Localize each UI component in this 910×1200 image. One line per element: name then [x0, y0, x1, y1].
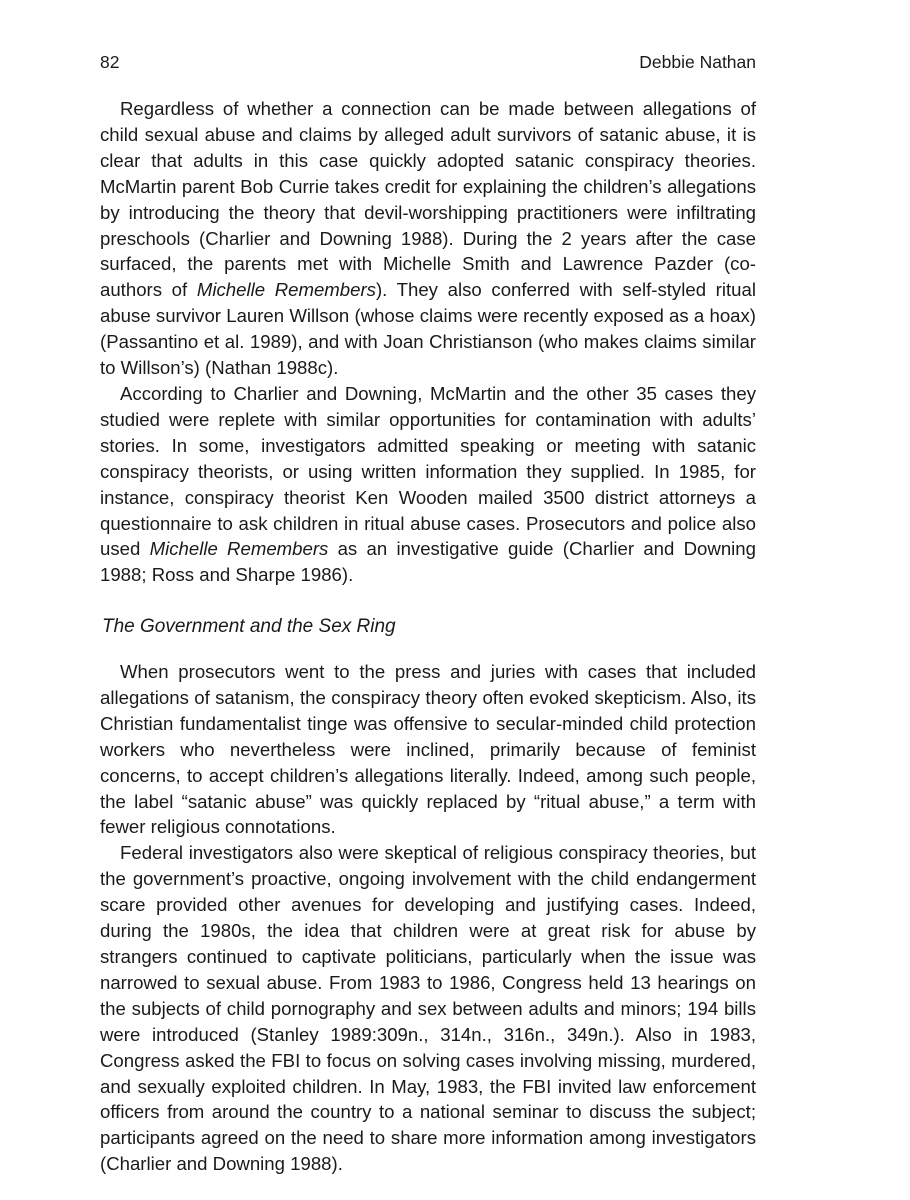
paragraph: Regardless of whether a connection can be made between allegations of child sexual abuse and claims by alleged adult survivors of satanic abuse, it is clear that adults in this case quickly adopted satanic conspiracy theories. McMartin parent Bob Currie takes credit for explaining the children’s allegations by introducing the theory that devil-worshipping practitioners were infiltrating preschools (Charlier and Downing 1988). During the 2 years after the case surfaced, the parents met with Michelle Smith and Lawrence Pazder (co-authors of Michelle Remembers). They also conferred with self-styled ritual abuse survivor Lauren Willson (whose claims were recently exposed as a hoax) (Passantino et al. 1989), and with Joan Christianson (who makes claims similar to Willson’s) (Nathan 1988c).: [100, 98, 756, 379]
running-head-author: Debbie Nathan: [639, 52, 756, 72]
section-heading: The Government and the Sex Ring: [102, 616, 396, 637]
body-text-section-2: [100, 659, 756, 1177]
running-head: [100, 50, 756, 74]
page-number: 82: [100, 52, 120, 72]
book-title: Michelle Remembers: [149, 538, 329, 560]
paragraph: Federal investigators also were skeptical of religious conspiracy theories, but the government’s proactive, ongoing involvement with the child endangerment scare provided other avenues for developing and justifying cases. Indeed, during the 1980s, the idea that children were at great risk for abuse by strangers continued to captivate politicians, particularly when the issue was narrowed to sexual abuse. From 1983 to 1986, Congress held 13 hearings on the subjects of child pornography and sex between adults and minors; 194 bills were introduced (Stanley 1989:309n., 314n., 316n., 349n.). Also in 1983, Congress asked the FBI to focus on solving cases involving missing, murdered, and sexually exploited children. In May, 1983, the FBI invited law enforcement officers from around the country to a national seminar to discuss the subject; participants agreed on the need to share more information among investigators (Charlier and Downing 1988).: [100, 842, 756, 1175]
body-text-section-1: [100, 96, 756, 588]
book-title: Michelle Remembers: [196, 279, 376, 301]
paragraph: When prosecutors went to the press and juries with cases that included allegations of satanism, the conspiracy theory often evoked skepticism. Also, its Christian fundamentalist tinge was offensive to secular-minded child protection workers who nevertheless were inclined, primarily because of feminist concerns, to accept children’s allegations literally. Indeed, among such people, the label “satanic abuse” was quickly replaced by “ritual abuse,” a term with fewer religious connotations.: [100, 661, 756, 838]
paragraph: According to Charlier and Downing, McMartin and the other 35 cases they studied were replete with similar opportunities for contamination with adults’ stories. In some, investigators admitted speaking or meeting with satanic conspiracy theorists, or using written information they supplied. In 1985, for instance, conspiracy theorist Ken Wooden mailed 3500 district attorneys a questionnaire to ask children in ritual abuse cases. Prosecutors and police also used Michelle Remembers as an investigative guide (Charlier and Downing 1988; Ross and Sharpe 1986).: [100, 382, 756, 586]
